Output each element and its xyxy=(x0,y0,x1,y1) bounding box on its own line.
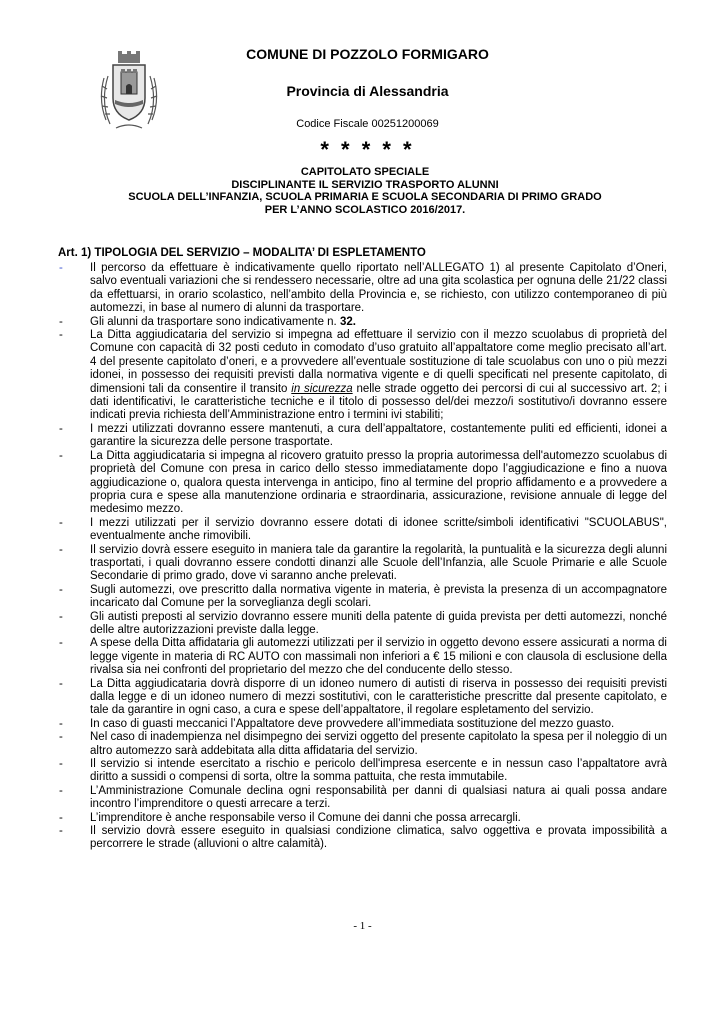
list-item: - La Ditta aggiudicataria del servizio si impegna ad effettuare il servizio con il mezzo scuolabus di proprietà del Comune con capacità di 32 posti ceduto in comodato d’uso gratuito all’appaltatore come meglio precisato all’art. 4 del presente capitolato d’oneri, e a provvedere all’eventuale sostituzione di tale scuolabus con uno o più mezzi idonei, in possesso dei requisiti previsti dalla normativa vigente e di quelli specificati nel presente capitolato, di dimensioni tali da consentire il transito in sicurezza nelle strade oggetto dei percorsi di cui al successivo art. 2; i dati identificativi, le caratteristiche tecniche e il titolo di possesso del/dei mezzo/i sostitutivo/i dovranno essere indicati previa richiesta dell’Amministrazione entro i termini ivi stabiliti; xyxy=(59,329,667,422)
list-item: - L’Amministrazione Comunale declina ogni responsabilità per danni di qualsiasi natura ai quali possa andare incontro l’imprenditore o questi arrecare a terzi. xyxy=(59,784,667,811)
list-item: - Sugli automezzi, ove prescritto dalla normativa vigente in materia, è prevista la presenza di un accompagnatore incaricato dal Comune per la sorveglianza degli scolari. xyxy=(59,583,667,610)
article-heading: Art. 1) TIPOLOGIA DEL SERVIZIO – MODALITA’ DI ESPLETAMENTO xyxy=(58,247,426,259)
title-line-2: DISCIPLINANTE IL SERVIZIO TRASPORTO ALUNNI xyxy=(231,178,499,191)
list-item: - In caso di guasti meccanici l’Appaltatore deve provvedere all’immediata sostituzione del mezzo guasto. xyxy=(59,717,615,730)
list-item: - Il servizio si intende esercitato a rischio e pericolo dell'impresa esercente e in nessun caso l’appaltatore avrà diritto a sussidi o compensi di sorta, oltre la somma pattuita, che resta immutabile. xyxy=(59,758,667,784)
province-subtitle: Provincia di Alessandria xyxy=(286,83,449,99)
municipal-crest-logo xyxy=(96,50,162,132)
list-item: - Gli alunni da trasportare sono indicativamente n. 32. xyxy=(59,315,356,328)
list-item: - Il servizio dovrà essere eseguito in qualsiasi condizione climatica, salvo oggettiva e provata impossibilità a percorrere le strade (alluvioni o altre calamità). xyxy=(59,825,667,851)
list-item: - L’imprenditore è anche responsabile verso il Comune dei danni che possa arrecargli. xyxy=(59,811,521,824)
title-line-4: PER L’ANNO SCOLASTICO 2016/2017. xyxy=(264,203,466,216)
title-line-3: SCUOLA DELL’INFANZIA, SCUOLA PRIMARIA E SCUOLA SECONDARIA DI PRIMO GRADO xyxy=(128,191,602,203)
list-item: - La Ditta aggiudicataria si impegna al ricovero gratuito presso la propria autorimessa dell'automezzo scuolabus di proprietà del Comune con presa in carico dello stesso immediatamente dopo l’aggiudicazione e fino a nuova aggiudicazione o, qualora questa intervenga in anticipo, fino al termine del proprio affidamento e a provvedere a propria cura e spese alla manutenzione ordinaria e straordinaria, assicurazione, revisione annuale di legge del medesimo mezzo. xyxy=(59,449,667,516)
emphasis-in-sicurezza: in sicurezza xyxy=(291,382,353,395)
pupil-count: 32. xyxy=(339,315,356,328)
list-item: - A spese della Ditta affidataria gli automezzi utilizzati per il servizio in oggetto devono essere assicurati a norma di legge vigente in materia di RC AUTO con massimali non inferiori a € 15 milioni e con clausola di esclusione della rivalsa sia nei confronti del proprietario del mezzo che del conducente dello stesso. xyxy=(59,637,667,677)
list-item: - I mezzi utilizzati per il servizio dovranno essere dotati di idonee scritte/simboli identificativi "SCUOLABUS", eventualmente anche rimovibili. xyxy=(59,516,667,543)
list-item: - La Ditta aggiudicataria dovrà disporre di un idoneo numero di autisti di riserva in possesso dei requisiti previsti dalla legge e di un idoneo numero di mezzi sostitutivi, con le caratteristiche prescritte dal presente capitolato, e tale da garantire in ogni caso, a cura e spese dell’appaltatore, il regolare espletamento del servizio. xyxy=(59,677,667,717)
page-number: - 1 - xyxy=(353,920,372,932)
list-item: - Gli autisti preposti al servizio dovranno essere muniti della patente di guida prevista per detti automezzi, nonché delle altre autorizzazioni previste dalla legge. xyxy=(59,610,667,636)
list-item: - Il percorso da effettuare è indicativamente quello riportato nell’ALLEGATO 1) al presente Capitolato d’Oneri, salvo eventuali variazioni che si rendessero necessarie, oltre ad una gita scolastica per ognuna delle 21/22 classi da effettuarsi, in orario scolastico, nell’ambito della Provincia e, se richiesto, con utilizzo contemporaneo di più automezzi, in base al numero di alunni da trasportare. xyxy=(59,262,667,315)
list-item: - I mezzi utilizzati dovranno essere mantenuti, a cura dell’appaltatore, costantemente puliti ed efficienti, idonei a garantire la sicurezza delle persone trasportate. xyxy=(59,422,667,449)
article-item-list xyxy=(58,262,667,852)
list-item: - Il servizio dovrà essere eseguito in maniera tale da garantire la regolarità, la puntualità e la sicurezza degli alunni trasportati, i quali dovranno essere condotti dinanzi alle Scuole dell’Infanzia, alle Scuole Primarie e alle Scuole Secondarie di primo grado, dove vi saranno anche prelevati. xyxy=(59,543,667,583)
municipality-title: COMUNE DI POZZOLO FORMIGARO xyxy=(246,46,489,62)
fiscal-code: Codice Fiscale 00251200069 xyxy=(296,118,439,130)
title-line-1: CAPITOLATO SPECIALE xyxy=(300,166,430,178)
document-title xyxy=(60,166,670,216)
stars-separator: * * * * * xyxy=(320,137,415,162)
list-item: - Nel caso di inadempienza nel disimpegno dei servizi oggetto del presente capitolato la spesa per il noleggio di un altro automezzo sarà addebitata alla ditta affidataria del servizio. xyxy=(59,731,667,757)
